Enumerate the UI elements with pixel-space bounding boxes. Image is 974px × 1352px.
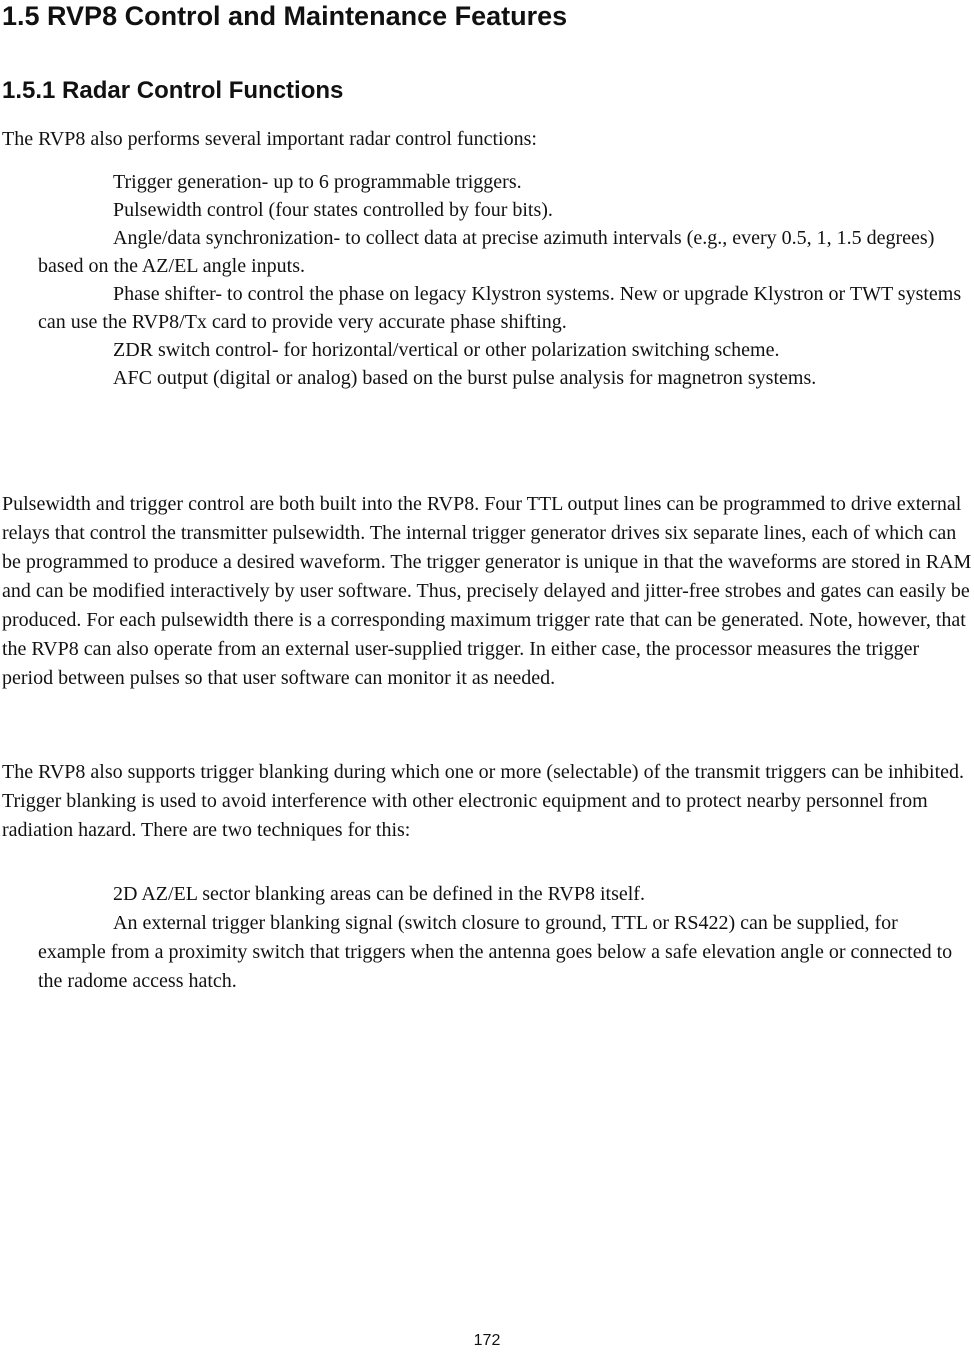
subsection-heading: 1.5.1 Radar Control Functions	[2, 77, 344, 104]
section-heading: 1.5 RVP8 Control and Maintenance Features	[2, 1, 568, 31]
list-item: 2D AZ/EL sector blanking areas can be defined in the RVP8 itself.	[113, 883, 645, 905]
trigger-control-paragraph: Pulsewidth and trigger control are both built into the RVP8. Four TTL output lines can be programmed to drive external relays that control the transmitter pulsewidth. The internal trigger generator drives six separate lines, each of which can be programmed to produce a desired waveform. The trigger generator is unique in that the waveforms are stored in RAM and can be modified interactively by user software. Thus, precisely delayed and jitter-free strobes and gates can easily be produced. For each pulsewidth there is a corresponding maximum trigger rate that can be generated. Note, however, that the RVP8 can also operate from an external user-supplied trigger. In either case, the processor measures the trigger period between pulses so that user software can monitor it as needed.	[2, 493, 972, 689]
list-item: Trigger generation- up to 6 programmable triggers.	[113, 171, 522, 193]
list-item: Pulsewidth control (four states controlled by four bits).	[113, 199, 553, 221]
blanking-techniques-list	[0, 880, 974, 996]
trigger-blanking-paragraph: The RVP8 also supports trigger blanking during which one or more (selectable) of the transmit triggers can be inhibited. Trigger blanking is used to avoid interference with other electronic equipment and to protect nearby personnel from radiation hazard. There are two techniques for this:	[2, 761, 965, 841]
control-functions-list	[0, 168, 974, 392]
intro-text: The RVP8 also performs several important radar control functions:	[2, 128, 537, 150]
page-number: 172	[473, 1332, 501, 1349]
list-item: ZDR switch control- for horizontal/vertical or other polarization switching scheme.	[113, 339, 780, 361]
list-item: Phase shifter- to control the phase on legacy Klystron systems. New or upgrade Klystron or TWT systems can use the RVP8/Tx card to provide very accurate phase shifting.	[38, 283, 962, 333]
list-item: Angle/data synchronization- to collect data at precise azimuth intervals (e.g., every 0.5, 1, 1.5 degrees) based on the AZ/EL angle inputs.	[38, 227, 935, 277]
list-item: An external trigger blanking signal (switch closure to ground, TTL or RS422) can be supplied, for example from a proximity switch that triggers when the antenna goes below a safe elevation angle or connected to the radome access hatch.	[38, 912, 953, 992]
list-item: AFC output (digital or analog) based on the burst pulse analysis for magnetron systems.	[113, 367, 817, 389]
